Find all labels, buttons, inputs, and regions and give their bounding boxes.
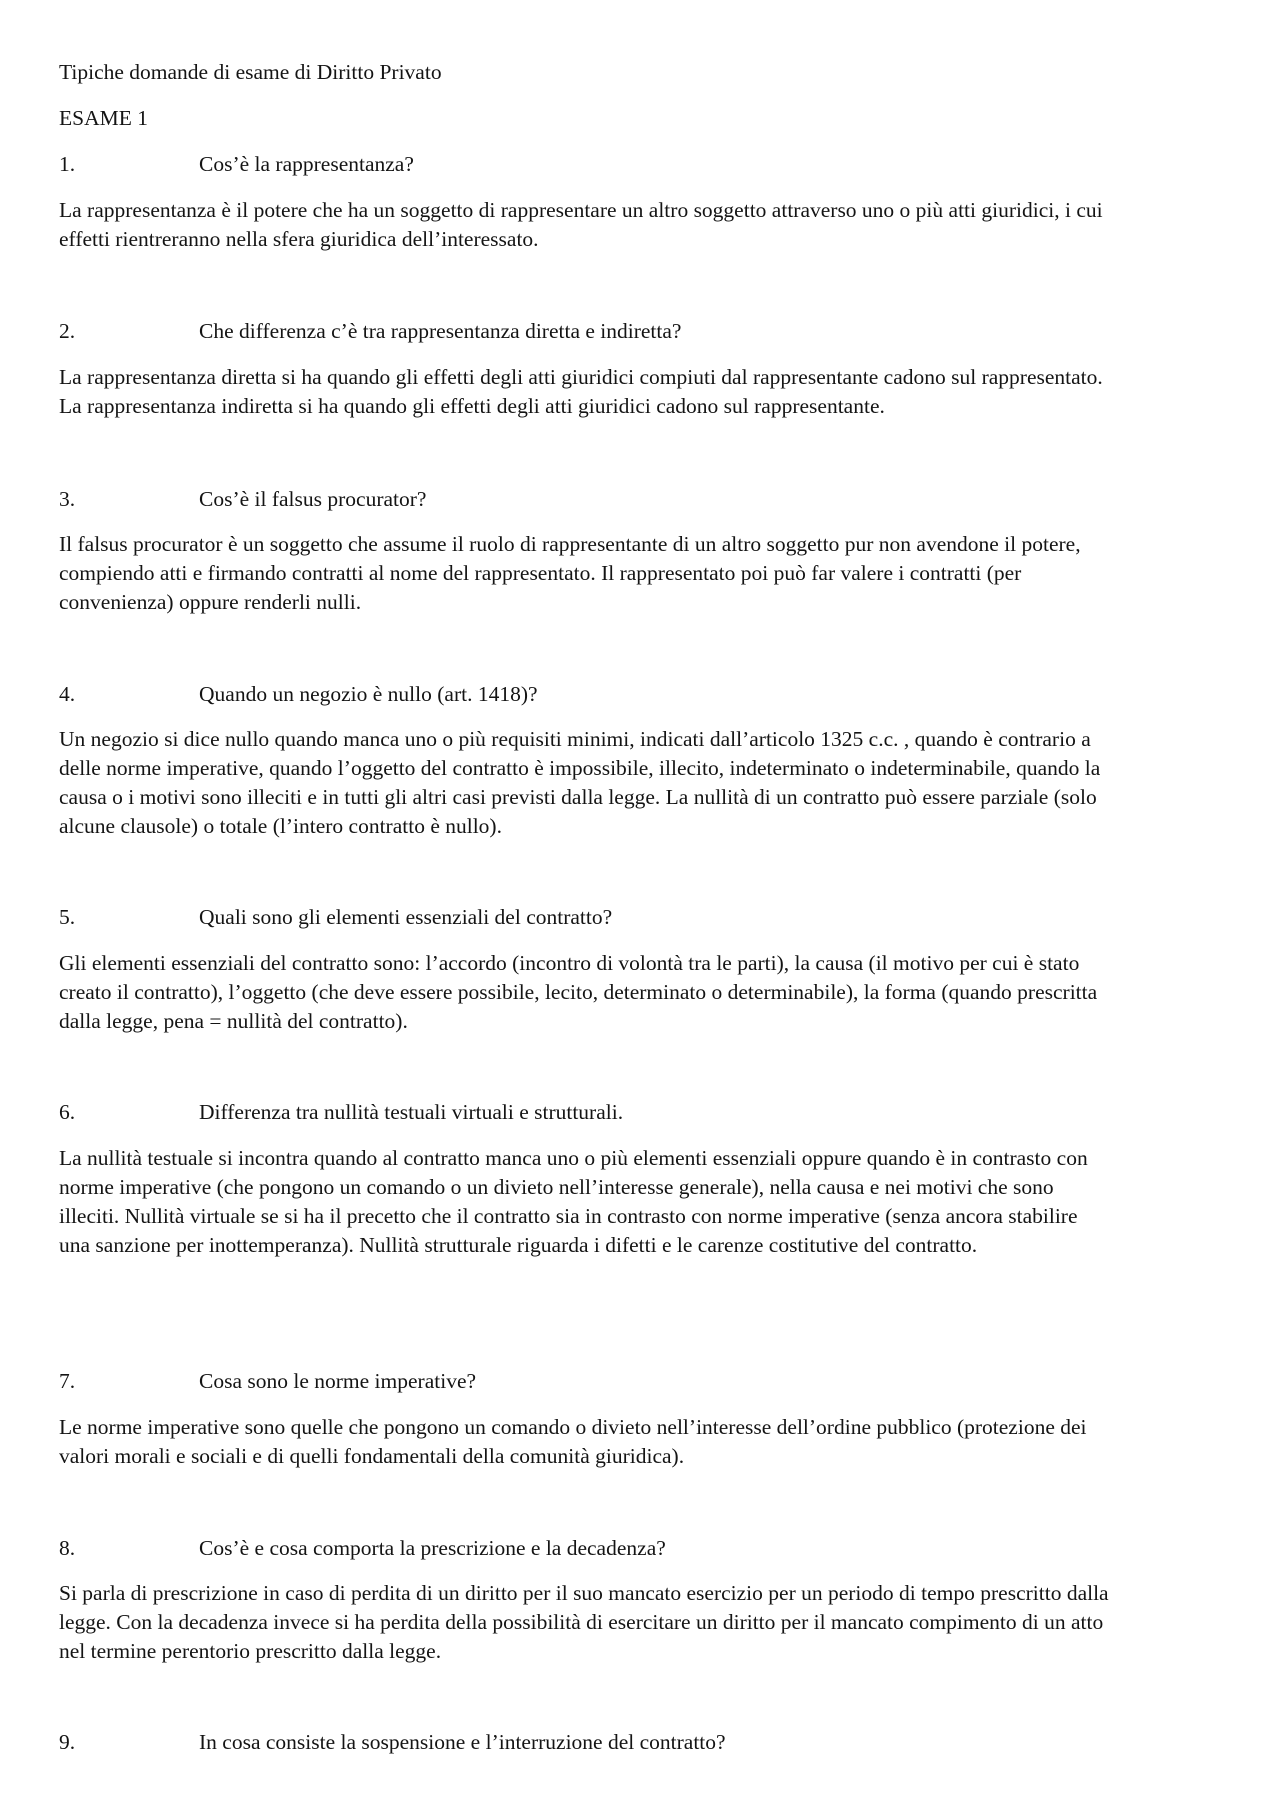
question-2 xyxy=(59,317,1229,346)
answer-line: Le norme imperative sono quelle che pongono un comando o divieto nell’interesse dell’ordine pubblico (protezione dei xyxy=(59,1415,1087,1439)
question-8 xyxy=(59,1534,1229,1563)
question-4 xyxy=(59,680,1229,709)
answer-4 xyxy=(59,725,1229,841)
answer-1 xyxy=(59,196,1229,254)
answer-line: convenienza) oppure renderli nulli. xyxy=(59,590,362,614)
answer-line: illeciti. Nullità virtuale se si ha il precetto che il contratto sia in contrasto con norme imperative (senza ancora stabilire xyxy=(59,1204,1078,1228)
question-number: 4. xyxy=(59,682,76,706)
answer-2 xyxy=(59,363,1229,421)
question-text: Cosa sono le norme imperative? xyxy=(199,1369,477,1393)
document-title: Tipiche domande di esame di Diritto Privato xyxy=(59,60,442,84)
question-1 xyxy=(59,150,1229,179)
question-number: 2. xyxy=(59,319,76,343)
question-7 xyxy=(59,1367,1229,1396)
question-number: 1. xyxy=(59,152,76,176)
question-9 xyxy=(59,1728,1229,1757)
answer-8 xyxy=(59,1579,1229,1666)
answer-line: dalla legge, pena = nullità del contratto). xyxy=(59,1009,408,1033)
question-6 xyxy=(59,1098,1229,1127)
answer-line: La rappresentanza indiretta si ha quando gli effetti degli atti giuridici cadono sul rappresentante. xyxy=(59,394,885,418)
question-text: Che differenza c’è tra rappresentanza diretta e indiretta? xyxy=(199,319,682,343)
answer-5 xyxy=(59,949,1229,1036)
answer-line: La nullità testuale si incontra quando al contratto manca uno o più elementi essenziali oppure quando è in contrasto con xyxy=(59,1146,1088,1170)
question-text: Cos’è e cosa comporta la prescrizione e la decadenza? xyxy=(199,1536,666,1560)
question-text: In cosa consiste la sospensione e l’interruzione del contratto? xyxy=(199,1730,726,1754)
answer-line: Gli elementi essenziali del contratto sono: l’accordo (incontro di volontà tra le parti), la causa (il motivo per cui è stato xyxy=(59,951,1080,975)
answer-line: norme imperative (che pongono un comando o un divieto nell’interesse generale), nella causa e nei motivi che sono xyxy=(59,1175,1054,1199)
answer-line: nel termine perentorio prescritto dalla legge. xyxy=(59,1639,442,1663)
question-number: 6. xyxy=(59,1100,76,1124)
question-text: Cos’è la rappresentanza? xyxy=(199,152,414,176)
answer-line: compiendo atti e firmando contratti al nome del rappresentato. Il rappresentato poi può far valere i contratti (per xyxy=(59,561,1022,585)
question-3 xyxy=(59,485,1229,514)
answer-line: La rappresentanza diretta si ha quando gli effetti degli atti giuridici compiuti dal rappresentante cadono sul rappresentato. xyxy=(59,365,1103,389)
question-text: Differenza tra nullità testuali virtuali e strutturali. xyxy=(199,1100,624,1124)
answer-line: La rappresentanza è il potere che ha un soggetto di rappresentare un altro soggetto attraverso uno o più atti giuridici, i cui xyxy=(59,198,1103,222)
question-text: Quando un negozio è nullo (art. 1418)? xyxy=(199,682,538,706)
answer-line: delle norme imperative, quando l’oggetto del contratto è impossibile, illecito, indeterminato o indeterminabile, quando la xyxy=(59,756,1101,780)
answer-3 xyxy=(59,530,1229,617)
answer-line: effetti rientreranno nella sfera giuridica dell’interessato. xyxy=(59,227,539,251)
question-text: Quali sono gli elementi essenziali del contratto? xyxy=(199,905,613,929)
answer-line: Si parla di prescrizione in caso di perdita di un diritto per il suo mancato esercizio per un periodo di tempo prescritto dalla xyxy=(59,1581,1109,1605)
answer-line: Il falsus procurator è un soggetto che assume il ruolo di rappresentante di un altro soggetto pur non avendone il potere, xyxy=(59,532,1081,556)
answer-7 xyxy=(59,1413,1229,1471)
question-number: 8. xyxy=(59,1536,76,1560)
answer-line: creato il contratto), l’oggetto (che deve essere possibile, lecito, determinato o determinabile), la forma (quando prescritta xyxy=(59,980,1098,1004)
answer-line: legge. Con la decadenza invece si ha perdita della possibilità di esercitare un diritto per il mancato compimento di un atto xyxy=(59,1610,1104,1634)
answer-6 xyxy=(59,1144,1229,1260)
question-number: 5. xyxy=(59,905,76,929)
question-5 xyxy=(59,903,1229,932)
exam-label: ESAME 1 xyxy=(59,106,148,130)
question-number: 9. xyxy=(59,1730,76,1754)
question-number: 7. xyxy=(59,1369,76,1393)
answer-line: causa o i motivi sono illeciti e in tutti gli altri casi previsti dalla legge. La nullità di un contratto può essere parziale (solo xyxy=(59,785,1097,809)
question-text: Cos’è il falsus procurator? xyxy=(199,487,427,511)
question-number: 3. xyxy=(59,487,76,511)
answer-line: Un negozio si dice nullo quando manca uno o più requisiti minimi, indicati dall’articolo 1325 c.c. , quando è contrario a xyxy=(59,727,1091,751)
answer-line: alcune clausole) o totale (l’intero contratto è nullo). xyxy=(59,814,502,838)
answer-line: una sanzione per inottemperanza). Nullità strutturale riguarda i difetti e le carenze costitutive del contratto. xyxy=(59,1233,978,1257)
answer-line: valori morali e sociali e di quelli fondamentali della comunità giuridica). xyxy=(59,1444,685,1468)
